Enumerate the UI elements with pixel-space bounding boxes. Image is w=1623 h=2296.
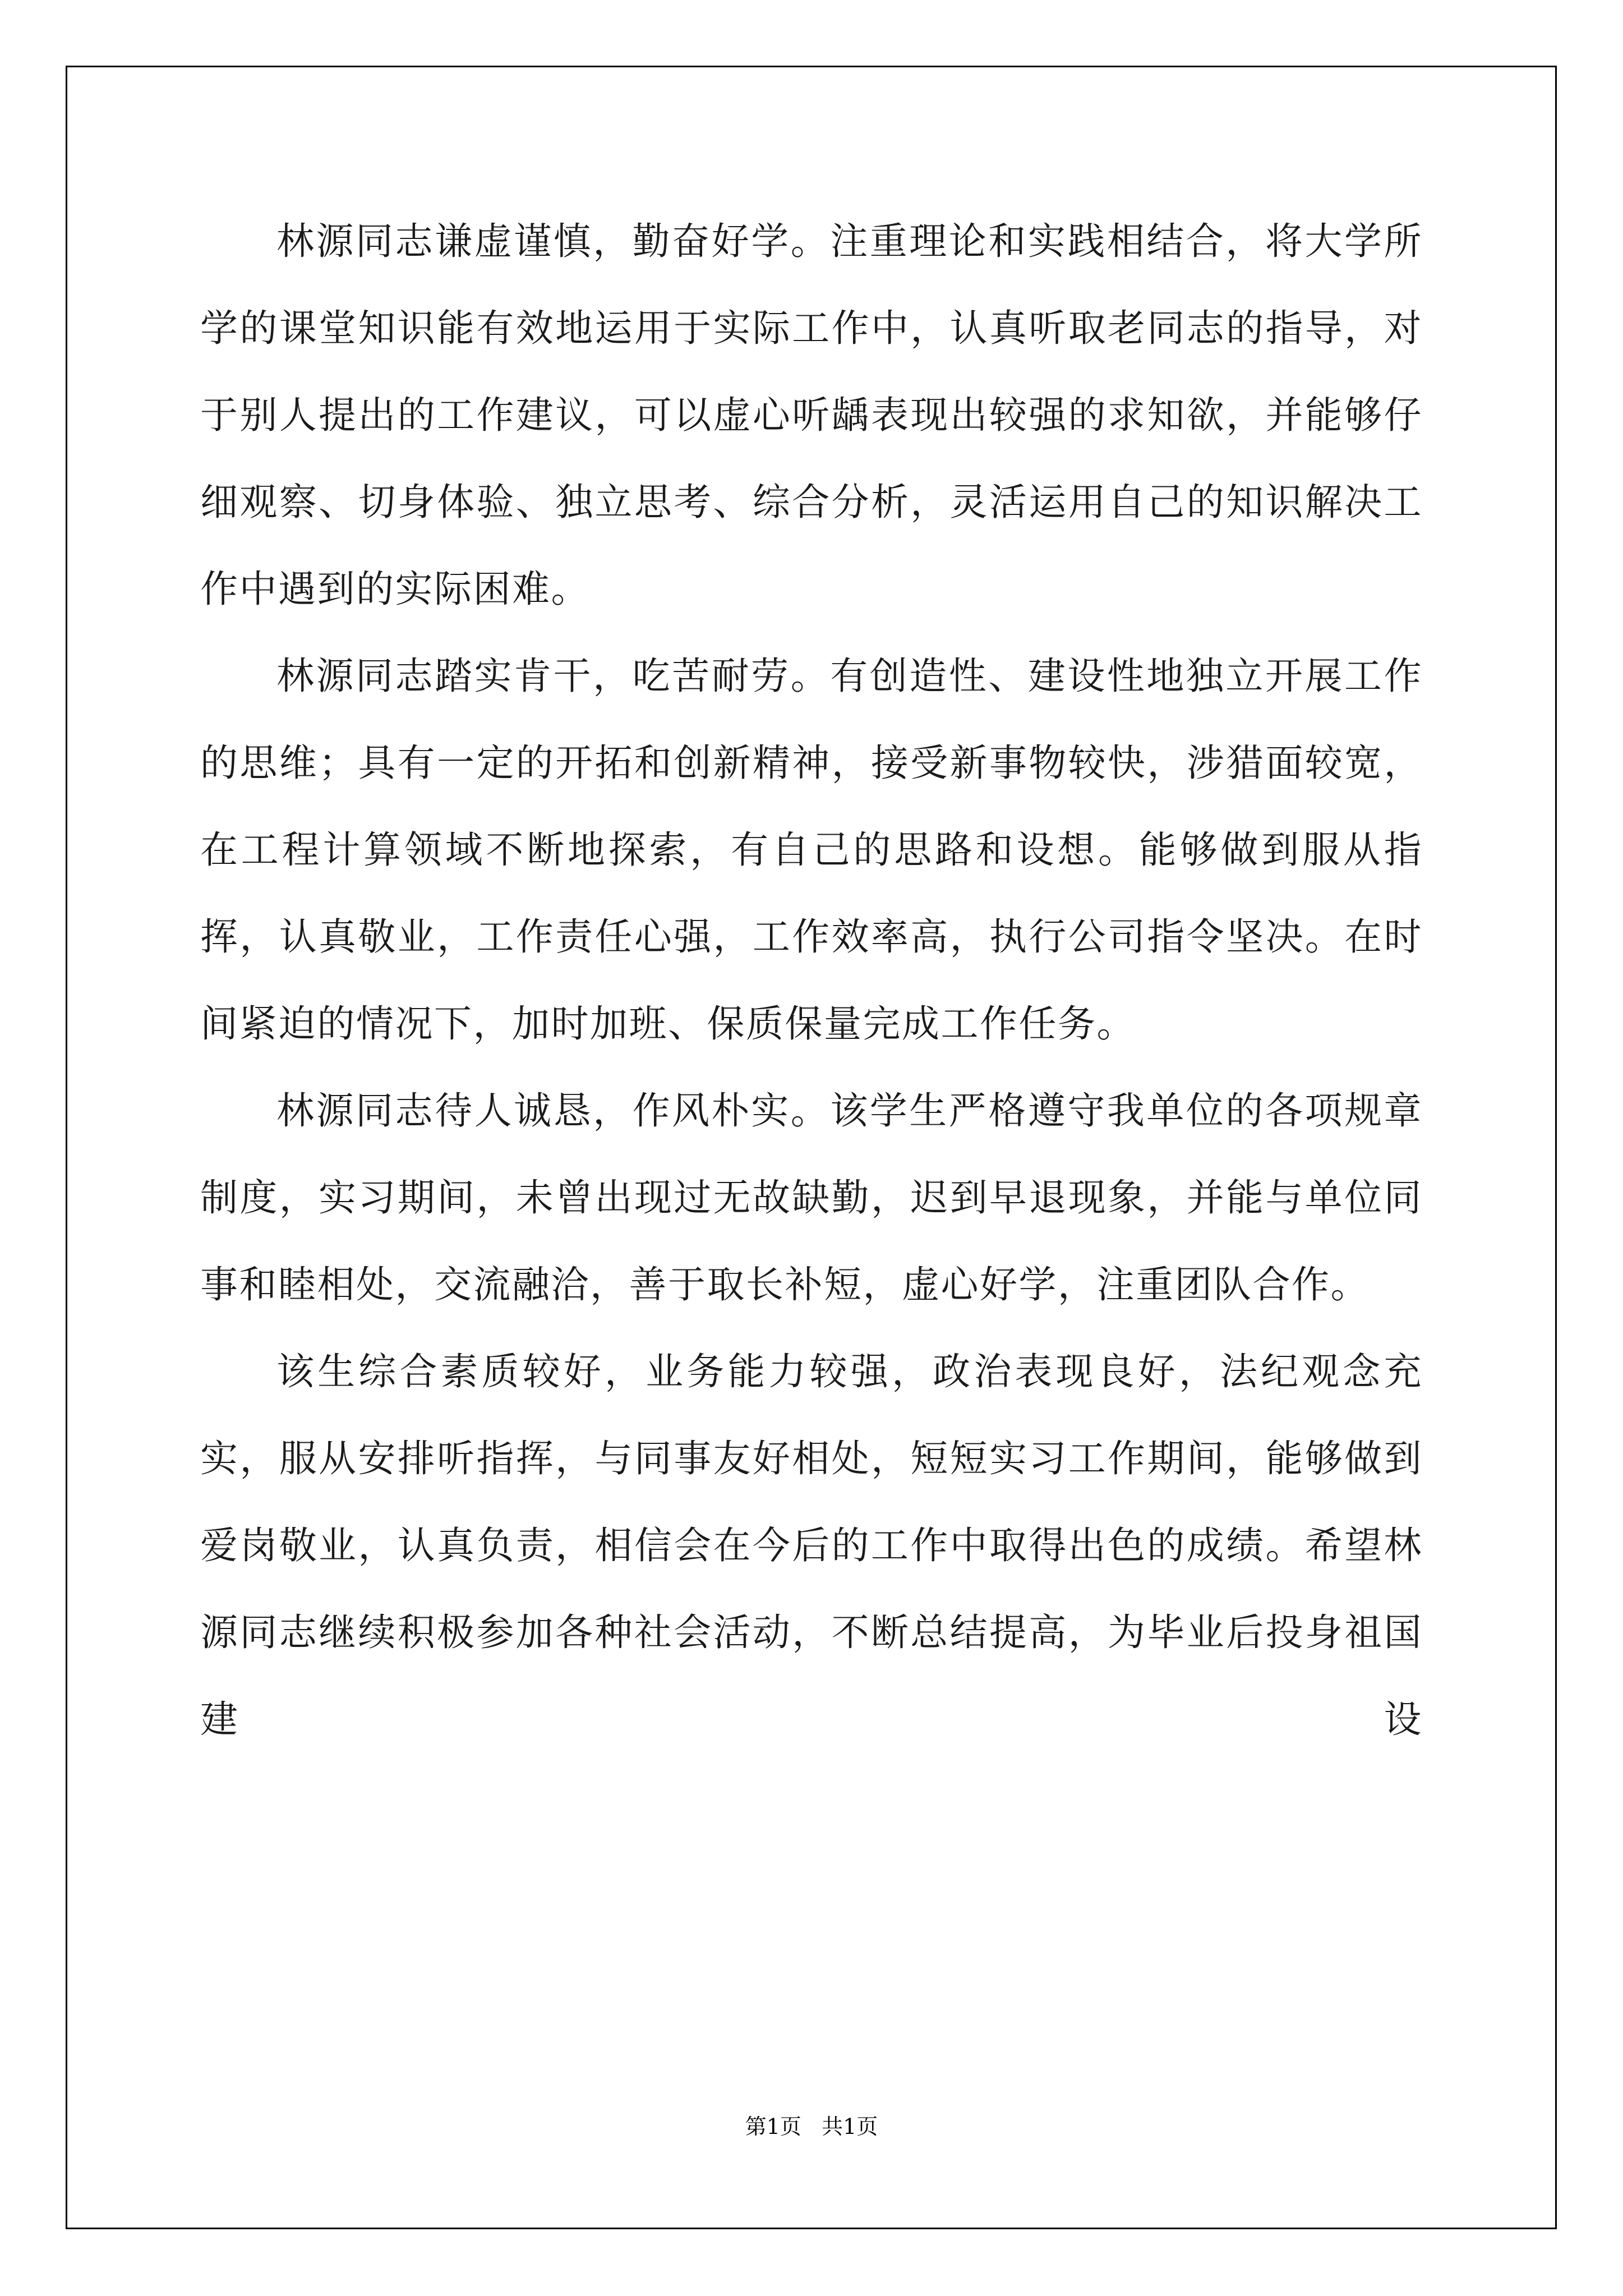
paragraph-4: 该生综合素质较好，业务能力较强，政治表现良好，法纪观念充实，服从安排听指挥，与同事友好相处，短短实习工作期间，能够做到爱岗敬业，认真负责，相信会在今后的工作中取得出色的成绩。希望林源同志继续积极参加各种社会活动，不断总结提高，为毕业后投身祖国建设 [200, 1350, 1423, 1741]
paragraph-3: 林源同志待人诚恳，作风朴实。该学生严格遵守我单位的各项规章制度，实习期间，未曾出现过无故缺勤，迟到早退现象，并能与单位同事和睦相处，交流融洽，善于取长补短，虚心好学，注重团队合作。 [200, 1089, 1423, 1306]
page-footer: 第1页 共1页 [745, 2114, 878, 2139]
document-body [200, 198, 1423, 1763]
paragraph-2: 林源同志踏实肯干，吃苦耐劳。有创造性、建设性地独立开展工作的思维；具有一定的开拓和创新精神，接受新事物较快，涉猎面较宽，在工程计算领域不断地探索，有自己的思路和设想。能够做到服从指挥，认真敬业，工作责任心强，工作效率高，执行公司指令坚决。在时间紧迫的情况下，加时加班、保质保量完成工作任务。 [200, 654, 1423, 1046]
paragraph-1: 林源同志谦虚谨慎，勤奋好学。注重理论和实践相结合，将大学所学的课堂知识能有效地运用于实际工作中，认真听取老同志的指导，对于别人提出的工作建议，可以虚心听龋表现出较强的求知欲，并能够仔细观察、切身体验、独立思考、综合分析，灵活运用自己的知识解决工作中遇到的实际困难。 [200, 219, 1423, 611]
